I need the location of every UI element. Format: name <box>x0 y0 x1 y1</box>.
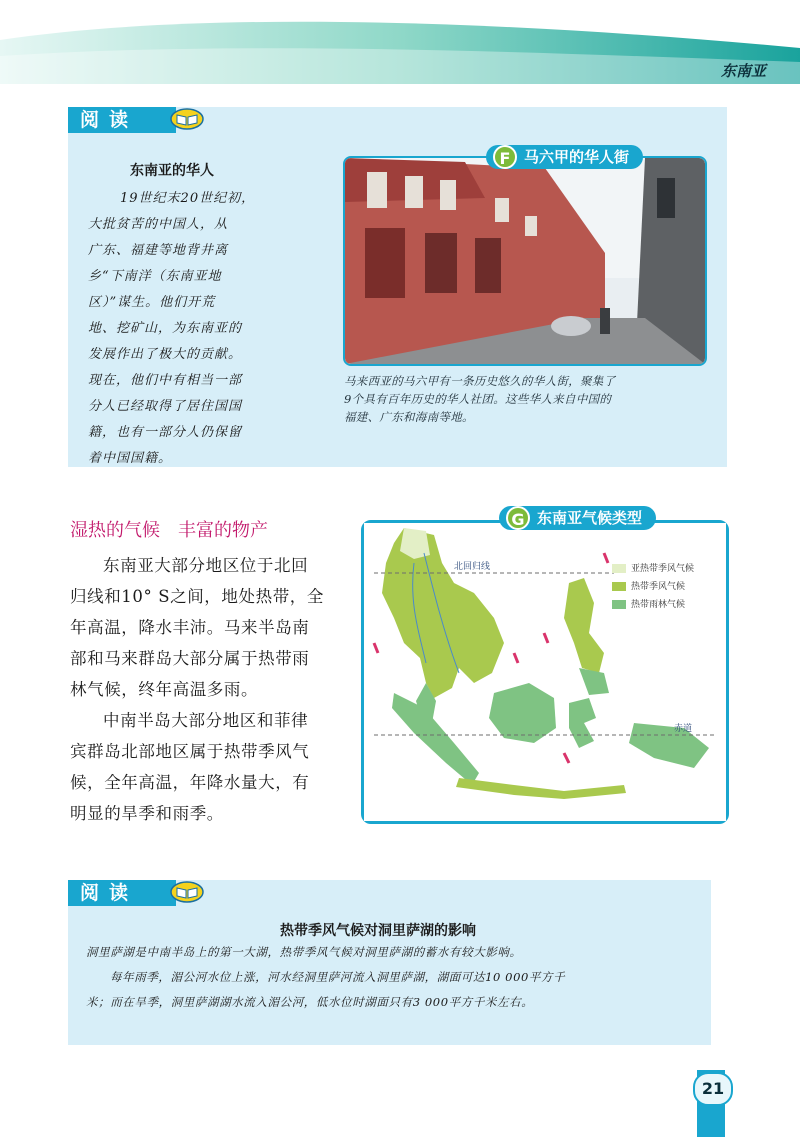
text-line: 宾群岛北部地区属于热带季风气 <box>70 742 310 761</box>
section-paragraph-2 <box>70 705 340 829</box>
text-line: 乡“下南洋（东南亚地 <box>88 269 222 284</box>
legend-label: 亚热带季风气候 <box>631 564 695 574</box>
text-line: 米；而在旱季，洞里萨湖湖水流入湄公河，低水位时湖面只有3 000平方千米左右。 <box>86 995 534 1009</box>
street-photo <box>345 158 705 364</box>
figure-f-photo <box>343 156 707 366</box>
map-legend <box>612 563 694 611</box>
legend-item <box>612 581 694 593</box>
text-line: 东南亚大部分地区位于北回 <box>103 556 309 575</box>
caption-line: 马来西亚的马六甲有一条历史悠久的华人街，聚集了 <box>344 374 616 388</box>
reading-body-1 <box>88 186 288 472</box>
legend-label: 热带雨林气候 <box>631 600 686 610</box>
text-line: 分人已经取得了居住国国 <box>88 399 243 414</box>
figure-g-title: 东南亚气候类型 <box>499 506 656 530</box>
equator-label: 赤道 <box>674 724 693 734</box>
caption-line: 福建、广东和海南等地。 <box>344 410 474 424</box>
text-line: 广东、福建等地背井离 <box>88 243 229 258</box>
text-line: 明显的旱季和雨季。 <box>70 804 224 823</box>
text-line: 地、挖矿山，为东南亚的 <box>88 321 243 336</box>
reading-body-2 <box>86 940 696 1015</box>
legend-item <box>612 599 694 611</box>
text-line: 部和马来群岛大部分属于热带雨 <box>70 649 310 668</box>
reading-title-1: 东南亚的华人 <box>130 163 214 179</box>
text-line: 洞里萨湖是中南半岛上的第一大湖，热带季风气候对洞里萨湖的蓄水有较大影响。 <box>86 945 522 959</box>
text-line: 每年雨季，湄公河水位上涨，河水经洞里萨河流入洞里萨湖，湖面可达10 000平方千 <box>110 970 566 984</box>
caption-line: 9个具有百年历史的华人社团。这些华人来自中国的 <box>344 392 612 406</box>
legend-swatch <box>612 600 626 609</box>
figure-f-caption <box>344 372 714 426</box>
book-icon <box>170 881 204 903</box>
figure-g-letter: G <box>506 506 530 530</box>
text-line: 现在，他们中有相当一部 <box>88 373 243 388</box>
reading-title-2: 热带季风气候对洞里萨湖的影响 <box>280 923 476 939</box>
chapter-label: 东南亚 <box>720 62 766 80</box>
text-line: 归线和10° S之间，地处热带，全 <box>70 587 324 606</box>
text-line: 年高温，降水丰沛。马来半岛南 <box>70 618 310 637</box>
legend-item <box>612 563 694 575</box>
legend-label: 热带季风气候 <box>631 582 686 592</box>
text-line: 区）”谋生。他们开荒 <box>88 295 216 310</box>
text-line: 19世纪末20世纪初， <box>120 191 256 206</box>
header-band <box>0 0 800 88</box>
text-line: 发展作出了极大的贡献。 <box>88 347 243 362</box>
section-heading: 湿热的气候 丰富的物产 <box>70 520 268 541</box>
figure-f-letter: F <box>493 145 517 169</box>
text-line: 候，全年高温，年降水量大，有 <box>70 773 310 792</box>
book-icon <box>170 108 204 130</box>
legend-swatch <box>612 564 626 573</box>
figure-f-title: 马六甲的华人街 <box>486 145 643 169</box>
text-line: 籍，也有一部分人仍保留 <box>88 425 243 440</box>
reading-tab-2: 阅读 <box>68 880 176 906</box>
text-line: 中南半岛大部分地区和菲律 <box>103 711 309 730</box>
page-number: 21 <box>693 1072 733 1106</box>
section-paragraph-1 <box>70 550 340 705</box>
reading-tab-1: 阅读 <box>68 107 176 133</box>
text-line: 着中国国籍。 <box>88 451 173 466</box>
tropic-label: 北回归线 <box>454 562 491 572</box>
text-line: 大批贫苦的中国人，从 <box>88 217 229 232</box>
text-line: 林气候，终年高温多雨。 <box>70 680 259 699</box>
legend-swatch <box>612 582 626 591</box>
